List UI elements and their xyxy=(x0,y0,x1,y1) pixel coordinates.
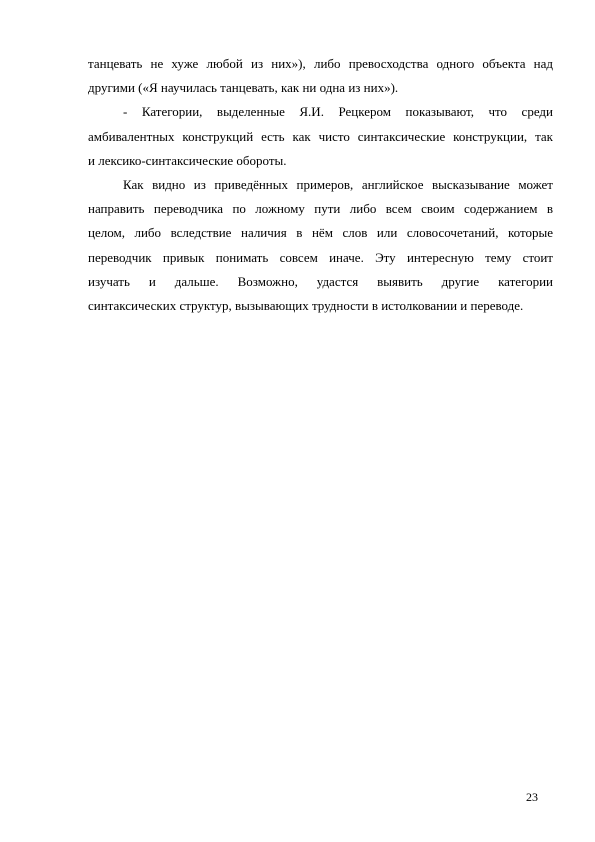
text-line: и лексико-синтаксические обороты. xyxy=(88,152,287,168)
text-line: целом, либо вследствие наличия в нём слов или словосочетаний, которые xyxy=(88,225,553,241)
text-line: другими («Я научилась танцевать, как ни одна из них»). xyxy=(88,80,399,96)
body-text xyxy=(88,52,553,318)
page-number: 23 xyxy=(526,790,538,804)
text-line: амбивалентных конструкций есть как чисто синтаксические конструкции, так xyxy=(88,128,553,144)
text-line: направить переводчика по ложному пути либо всем своим содержанием в xyxy=(88,201,553,217)
text-line: изучать и дальше. Возможно, удастся выявить другие категории xyxy=(88,273,553,289)
text-line: - Категории, выделенные Я.И. Рецкером показывают, что среди xyxy=(123,104,553,120)
text-line: синтаксических структур, вызывающих трудности в истолковании и переводе. xyxy=(88,297,524,313)
text-line: Как видно из приведённых примеров, английское высказывание может xyxy=(123,176,553,192)
text-line: танцевать не хуже любой из них»), либо превосходства одного объекта над xyxy=(88,56,553,71)
text-line: переводчик привык понимать совсем иначе. Эту интересную тему стоит xyxy=(88,249,553,265)
